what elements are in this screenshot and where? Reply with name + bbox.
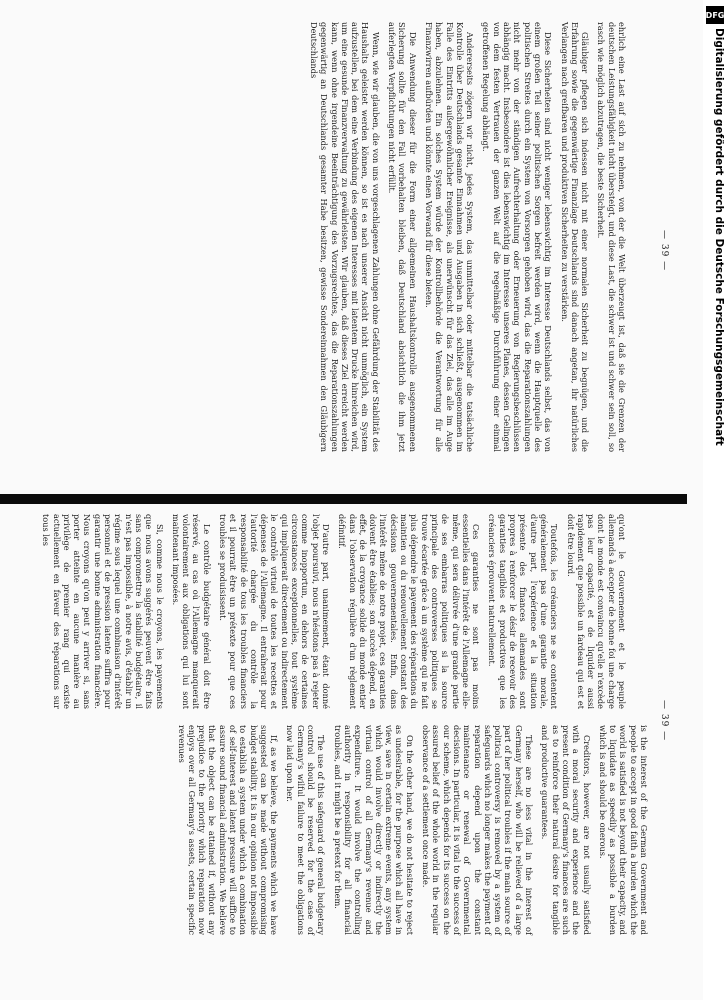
german-text-column [303, 22, 627, 452]
watermark-strip [703, 0, 727, 1000]
paragraph: Die Anwendung dieser für die Form einer allgemeinen Haushaltskontrolle ausgenommenen Sicherung sollte für den Fall vorbehalten bleiben, daß Deutschland absichtlich die ihm jetzt auferlegten Verpflichtungen nicht erfüllt. [387, 22, 418, 452]
english-text-column [170, 725, 649, 935]
dfg-logo-icon: DFG [706, 6, 724, 24]
paragraph: On the other hand, we do not hesitate to reject as undesirable, for the purpose which all have in view, save in certain extreme events, any system which would involve directly or indirectly the virtual control of all Germany's revenue and expenditure. It would involve the controlling authority in responsibility for all financial troubles, and it might be a pretext for them. [332, 725, 415, 935]
paragraph: qu'ont le Gouvernement et le peuple allemands à accepter de bonne foi une charge dont le monde est convaincu qu'elle n'excède pas leur capacité, et de liquider aussi rapidement que possible un fardeau qui est et doit être lourd. [565, 514, 627, 709]
paragraph: If, as we believe, the payments which we have suggested can be made without compromising budget stability, it is in our opinion not impossible to establish a system under which a combination of self-interest and latent pressure will suffice to assure sound financial administration. We believe that the object can be attained if, without any prejudice to the priority which reparation now enjoys over all Germany's assets, certain specific revenues [176, 725, 280, 935]
paragraph: Andererseits zögern wir nicht, jedes System, das unmittelbar oder mittelbar die tatsächliche Kontrolle über Deutschlands gesamte Einnahmen und Ausgaben in sich schließt, ausgenommen im Falle des Eintritts außergewöhnlicher Ereignisse, als unerwünscht für das Ziel, das alle im Auge haben, abzulehnen. Ein solches System würde der Kontrollbehörde die Verantwortung für alle Finanzwirren aufbürden und könnte einen Vorwand für diese bieten. [423, 22, 476, 452]
paragraph: Le contrôle budgétaire général doit être réservé, au cas où l'Allemagne manquerait volontairement aux obligations qui lui sont maintenant imposées. [170, 514, 212, 709]
paragraph: These are no less vital in the interest of Germany herself, who will be relieved of a large part of her political troubles if the main source of political controversy is removed by a system of safeguards which no longer makes the payment of reparation depend upon the constant maintenance or renewal of Governmental decisions. In particular, it is vital to the success of our scheme, which depends for its success on the assured belief of the whole world in the regular observance of a settlement once made. [421, 725, 535, 935]
paragraph: Si, comme nous le croyons, les payements que nous avons suggérés peuvent être faits sans compromettre la stabilité budgétaire, il n'est pas impossible, à notre avis, d'établir un régime sous lequel une combinaison d'intérêt personnel et de pression latente suffira pour garantir une bonne administration financière. Nous croyons qu'on peut y arriver si, sans porter atteinte en aucune manière au privilège de premier rang qui existe actuellement en faveur des réparations sur tous les [41, 514, 165, 709]
paragraph: Wenn, wie wir glauben, die von uns vorgeschlagenen Zahlungen ohne Gefährdung der Stabilität des Haushalts geleistet werden können, so ist es nach unserer Ansicht nicht unmöglich, ein System aufzustellen, bei dem eine Verbindung des eigenen Interesses mit latentem Drucke hinreichen wird, um eine gesunde Finanzverwaltung zu gewährleisten. Wir glauben, daß dieses Ziel erreicht werden kann, wenn ohne irgendeine Beeinträchtigung des Vorzugsrechtes, das die Reparationszahlungen gegenwärtig an Deutschlands gesamter Habe besitzen, gewisse Sondereinnahmen den Gläubigern Deutschlands [308, 22, 381, 452]
paragraph: ehrlich eine Last auf sich zu nehmen, von der die Welt überzeugt ist, daß sie die Grenzen der deutschen Leistungsfähigkeit nicht übersteigt, und diese Last, die schwer ist und schwer sein soll, so rasch wie möglich abzutragen, die beste Sicherheit. [596, 22, 627, 452]
paragraph: Toutefois, les créanciers ne se contentent généralement pas d'une garantie morale, d'autre part, l'expérience et la situation présente des finances allemandes sont propres à renforcer le désir de recevoir des garanties tangibles et productives que les créanciers éprouvent naturellement. [487, 514, 560, 709]
paragraph: Gläubiger pflegen sich indessen nicht mit einer normalen Sicherheit zu begnügen, und die Erfahrung sowie die gegenwärtige Finanzlage Deutschlands sind danach angetan, ihr natürliches Verlangen nach greifbaren und produktiven Sicherheiten zu verstärken. [559, 22, 591, 452]
page-number: — 39 — [659, 230, 669, 272]
paragraph: D'autre part, unanimement, étant donné l'objet poursuivi, nous n'hésitons pas à rejeter comme inopportun, en dehors de certaines circonstances exceptionnelles, tout système qui impliquerait directement ou indirectement le contrôle virtuel de toutes les recettes et dépenses de l'Allemagne. Il entraînerait pour l'autorité chargée du contrôle la responsabilité de tous les troubles financiers et il pourrait être un prétexte pour que ces troubles se produisissent. [218, 514, 331, 709]
paragraph: Creditors, however, are not usually satisfied with a moral security and experience and the present condition of Germany's finances are such as to reinforce their natural desire for tangible and productive guarantees. [540, 725, 592, 935]
paragraph: The use of this safeguard of general budgetary control should be reserved for the case of Germany's wilful failure to meet the obligations now laid upon her. [285, 725, 327, 935]
left-page [0, 500, 727, 1000]
paragraph: Ces garanties ne sont pas moins essentielles dans l'intérêt de l'Allemagne elle-même, qui sera délivrée d'une grande partie de ses embarras politiques si la source principale des controverses politiques se trouve écartée grâce à un système qui ne fait plus dépendre le payement des réparations du maintien ou du renouvellement constant des décisions gouvernementales. Enfin, dans l'intérêt même de notre projet, ces garanties doivent être établies; son succès dépend, en effet, de la croyance solide du monde entier dans l'observation régulière d'un règlement définitif. [337, 514, 482, 709]
french-text-column [35, 514, 627, 709]
paragraph: Diese Sicherheiten sind nicht weniger lebenswichtig im Interesse Deutschlands selbst, das von einem großen Teil seiner politischen Sorgen befreit werden wird, wenn die Hauptquelle des politischen Streites durch ein System von Vorsorgen gehoben wird, das die Reparationszahlungen nicht mehr von der ständigen Aufrechterhaltung oder Erneuerung von Regierungsbeschlüssen abhängig macht. Insbesondere ist dies lebenswichtig im Interesse unseres Planes, dessen Gelingen von dem festen Vertrauen der ganzen Welt auf die regelmäßige Durchführung einer einmal getroffenen Regelung abhängt. [481, 22, 554, 452]
page-number: — 39 — [659, 700, 669, 742]
paragraph: is the interest of the German Government and people to accept in good faith a burden which the world is satisfied is not beyond their capacity, and to liquidate as speedily as possible a burden which is and should be onerous. [597, 725, 649, 935]
watermark-text: Digitalisierung gefördert durch die Deutsche Forschungsgemeinschaft [713, 28, 725, 446]
